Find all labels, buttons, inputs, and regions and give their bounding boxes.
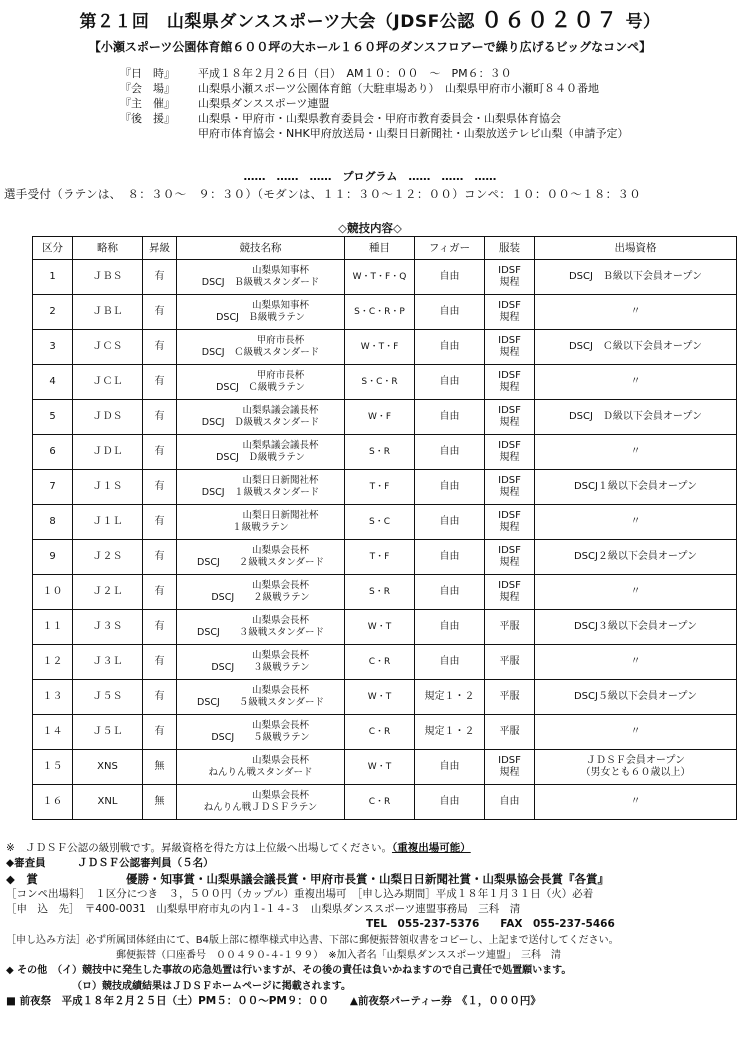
col-header-qualification: 出場資格: [535, 237, 737, 260]
promotion-cell: 有: [143, 715, 177, 750]
event-class-name: ねんりん戦スタンダード: [208, 767, 313, 778]
col-header-division: 区分: [33, 237, 73, 260]
event-class-name: DSCJ Ｄ級戦スタンダード: [201, 417, 320, 428]
table-row: [33, 715, 737, 750]
promotion-cell: 有: [143, 400, 177, 435]
dances-cell: S・R: [345, 575, 415, 610]
event-name-cell: [177, 575, 345, 610]
table-row: [33, 435, 737, 470]
table-row: [33, 610, 737, 645]
division-cell: １０: [33, 575, 73, 610]
certification-number: ０６０２０７: [481, 8, 620, 32]
figure-cell: 自由: [415, 645, 485, 680]
division-cell: 5: [33, 400, 73, 435]
division-cell: 6: [33, 435, 73, 470]
dress-cell: 自由: [485, 785, 535, 820]
event-cup-name: 山梨県会長杯: [251, 580, 309, 591]
dances-cell: S・R: [345, 435, 415, 470]
dress-cell: IDSF 規程: [485, 330, 535, 365]
division-cell: １２: [33, 645, 73, 680]
col-header-figure: フィガー: [415, 237, 485, 260]
code-cell: XNL: [73, 785, 143, 820]
table-row: [33, 680, 737, 715]
code-cell: ＪＢＳ: [73, 260, 143, 295]
dances-cell: S・C・R: [345, 365, 415, 400]
code-cell: XNS: [73, 750, 143, 785]
event-name-cell: [177, 645, 345, 680]
qualification-cell: 〃: [535, 785, 737, 820]
page-subtitle: 【小瀬スポーツ公園体育館６００坪の大ホール１６０坪のダンスフロアーで繰り広げるビッグなコンペ】: [88, 40, 652, 54]
promotion-cell: 有: [143, 505, 177, 540]
event-cup-name: 山梨県会長杯: [251, 755, 309, 766]
event-class-name: DSCJ ２級戦ラテン: [211, 592, 310, 603]
event-cup-name: 山梨県会長杯: [251, 650, 309, 661]
event-cup-name: 山梨県知事杯: [251, 265, 309, 276]
dances-cell: W・T: [345, 610, 415, 645]
table-row: [33, 470, 737, 505]
event-name-cell: [177, 540, 345, 575]
figure-cell: 自由: [415, 295, 485, 330]
dress-cell: IDSF 規程: [485, 540, 535, 575]
other-line-2: （ロ）競技成績結果はＪＤＳＦホームページに掲載されます。: [72, 980, 351, 992]
qualification-cell: DSCJ Ｂ級以下会員オープン: [535, 260, 737, 295]
code-cell: ＪＣＬ: [73, 365, 143, 400]
award-label: ◆ 賞: [6, 871, 38, 886]
code-cell: Ｊ２Ｌ: [73, 575, 143, 610]
qualification-cell: ＪＤＳＦ会員オープン （男女とも６０歳以上）: [535, 750, 737, 785]
division-cell: １３: [33, 680, 73, 715]
figure-cell: 自由: [415, 575, 485, 610]
code-cell: ＪＣＳ: [73, 330, 143, 365]
other-line-1: ◆ その他 （イ）競技中に発生した事故の応急処置は行いますが、その後の責任は負いかねますので自己責任で処置願います。: [6, 965, 572, 977]
promotion-cell: 無: [143, 750, 177, 785]
figure-cell: 自由: [415, 260, 485, 295]
division-cell: １４: [33, 715, 73, 750]
program-heading: …… …… …… プログラム …… …… ……: [243, 170, 497, 183]
event-info: [120, 66, 629, 141]
event-cup-name: 山梨県会長杯: [251, 545, 309, 556]
event-name-cell: [177, 400, 345, 435]
dress-cell: 平服: [485, 715, 535, 750]
sponsor-value-2: 甲府市体育協会・NHK甲府放送局・山梨日日新聞社・山梨放送テレビ山梨（申請予定）: [198, 127, 629, 140]
competition-table: [32, 236, 737, 820]
table-row: [33, 575, 737, 610]
code-cell: Ｊ５Ｓ: [73, 680, 143, 715]
dances-cell: C・R: [345, 645, 415, 680]
date-row: [120, 66, 629, 81]
dress-cell: IDSF 規程: [485, 750, 535, 785]
dances-cell: C・R: [345, 715, 415, 750]
table-row: [33, 365, 737, 400]
division-cell: 3: [33, 330, 73, 365]
event-name-cell: [177, 715, 345, 750]
table-header-row: [33, 237, 737, 260]
dress-cell: IDSF 規程: [485, 435, 535, 470]
event-name-cell: [177, 365, 345, 400]
title-prefix: 第２１回 山梨県ダンススポーツ大会（JDSF公認: [79, 12, 475, 32]
qualification-cell: 〃: [535, 575, 737, 610]
table-row: [33, 540, 737, 575]
figure-cell: 規定１・２: [415, 680, 485, 715]
figure-cell: 自由: [415, 400, 485, 435]
event-name-cell: [177, 785, 345, 820]
table-row: [33, 645, 737, 680]
table-row: [33, 785, 737, 820]
qualification-cell: DSCJ５級以下会員オープン: [535, 680, 737, 715]
event-class-name: DSCJ ２級戦スタンダード: [197, 557, 324, 568]
promotion-cell: 有: [143, 295, 177, 330]
qualification-cell: 〃: [535, 435, 737, 470]
notes-section: [6, 841, 736, 1009]
event-name-cell: [177, 610, 345, 645]
col-header-code: 略称: [73, 237, 143, 260]
dances-cell: W・T: [345, 680, 415, 715]
table-row: [33, 505, 737, 540]
event-cup-name: 山梨県議会議長杯: [242, 440, 319, 451]
dress-cell: 平服: [485, 645, 535, 680]
division-cell: 1: [33, 260, 73, 295]
event-name-cell: [177, 330, 345, 365]
event-cup-name: 山梨日日新聞社杯: [242, 510, 319, 521]
promotion-cell: 有: [143, 610, 177, 645]
qualification-cell: DSCJ Ｄ級以下会員オープン: [535, 400, 737, 435]
division-cell: １６: [33, 785, 73, 820]
event-class-name: DSCJ １級戦スタンダード: [201, 487, 320, 498]
event-cup-name: 山梨県会長杯: [251, 790, 309, 801]
dress-cell: IDSF 規程: [485, 470, 535, 505]
page-title: [0, 4, 740, 34]
code-cell: Ｊ５Ｌ: [73, 715, 143, 750]
dances-cell: W・T・F・Q: [345, 260, 415, 295]
event-cup-name: 山梨県知事杯: [251, 300, 309, 311]
competition-table-heading: ◇競技内容◇: [338, 221, 402, 235]
award-line: [6, 872, 736, 887]
host-row: [120, 96, 629, 111]
division-cell: １５: [33, 750, 73, 785]
code-cell: ＪＤＳ: [73, 400, 143, 435]
note-duplicate-ok: （重複出場可能）: [391, 842, 471, 854]
code-cell: Ｊ３Ｓ: [73, 610, 143, 645]
event-name-cell: [177, 295, 345, 330]
qualification-cell: DSCJ２級以下会員オープン: [535, 540, 737, 575]
qualification-cell: 〃: [535, 295, 737, 330]
figure-cell: 自由: [415, 330, 485, 365]
promotion-cell: 有: [143, 260, 177, 295]
event-class-name: DSCJ ３級戦スタンダード: [197, 627, 324, 638]
qualification-cell: DSCJ Ｃ級以下会員オープン: [535, 330, 737, 365]
division-cell: １１: [33, 610, 73, 645]
dances-cell: C・R: [345, 785, 415, 820]
figure-cell: 自由: [415, 505, 485, 540]
dress-cell: 平服: [485, 680, 535, 715]
event-cup-name: 山梨県会長杯: [251, 720, 309, 731]
dances-cell: T・F: [345, 470, 415, 505]
code-cell: Ｊ１Ｌ: [73, 505, 143, 540]
dances-cell: S・C: [345, 505, 415, 540]
title-suffix: 号）: [625, 12, 661, 32]
code-cell: ＪＤＬ: [73, 435, 143, 470]
event-cup-name: 山梨県会長杯: [251, 685, 309, 696]
figure-cell: 自由: [415, 540, 485, 575]
event-name-cell: [177, 435, 345, 470]
dress-cell: 平服: [485, 610, 535, 645]
sponsor-row: [120, 111, 629, 126]
figure-cell: 自由: [415, 435, 485, 470]
promotion-cell: 有: [143, 645, 177, 680]
event-class-name: DSCJ Ｃ級戦ラテン: [216, 382, 305, 393]
division-cell: 9: [33, 540, 73, 575]
award-value: 優勝・知事賞・山梨県議会議長賞・甲府市長賞・山梨日日新聞社賞・山梨県協会長賞『各賞』: [126, 871, 609, 886]
table-row: [33, 260, 737, 295]
code-cell: Ｊ１Ｓ: [73, 470, 143, 505]
contact-line: TEL 055-237-5376 FAX 055-237-5466: [366, 918, 615, 931]
dances-cell: W・T・F: [345, 330, 415, 365]
competition-table-body: [33, 260, 737, 820]
eve-party-line: ■ 前夜祭 平成１８年２月２５日（土）PM５：００～PM９：００ ▲前夜祭パーティー券 《１，０００円》: [6, 994, 541, 1007]
method-line: ［申し込み方法］必ず所属団体経由にて、B4版上部に標準様式申込書、下部に郵便振替領収書をコピーし、上記まで送付してください。: [6, 934, 619, 946]
qualification-cell: 〃: [535, 645, 737, 680]
dress-cell: IDSF 規程: [485, 575, 535, 610]
apply-line: ［申 込 先］ 〒400-0031 山梨県甲府市丸の内１-１４-３ 山梨県ダンススポーツ連盟事務局 三科 清: [6, 903, 521, 916]
event-class-name: １級戦ラテン: [232, 522, 289, 533]
event-name-cell: [177, 470, 345, 505]
dress-cell: IDSF 規程: [485, 400, 535, 435]
date-label: 『日 時』: [120, 67, 175, 80]
event-name-cell: [177, 260, 345, 295]
figure-cell: 自由: [415, 750, 485, 785]
promotion-cell: 有: [143, 540, 177, 575]
host-label: 『主 催』: [120, 97, 175, 110]
promotion-cell: 有: [143, 470, 177, 505]
col-header-dress: 服装: [485, 237, 535, 260]
qualification-cell: 〃: [535, 505, 737, 540]
dress-cell: IDSF 規程: [485, 260, 535, 295]
division-cell: 4: [33, 365, 73, 400]
dances-cell: T・F: [345, 540, 415, 575]
sponsor-label: 『後 援』: [120, 112, 175, 125]
table-row: [33, 400, 737, 435]
venue-value: 山梨県小瀬スポーツ公園体育館（大駐車場あり） 山梨県甲府市小瀬町８４０番地: [198, 82, 600, 95]
event-cup-name: 甲府市長杯: [256, 370, 305, 381]
promotion-cell: 無: [143, 785, 177, 820]
event-name-cell: [177, 680, 345, 715]
col-header-promotion: 昇級: [143, 237, 177, 260]
table-row: [33, 750, 737, 785]
code-cell: ＪＢＬ: [73, 295, 143, 330]
venue-label: 『会 場』: [120, 82, 175, 95]
dances-cell: W・T: [345, 750, 415, 785]
sponsor-value-1: 山梨県・甲府市・山梨県教育委員会・甲府市教育委員会・山梨県体育協会: [198, 112, 561, 125]
promotion-cell: 有: [143, 575, 177, 610]
date-value: 平成１８年２月２６日（日） AM１０：００ ～ PM６：３０: [198, 67, 512, 80]
event-name-cell: [177, 505, 345, 540]
event-cup-name: 甲府市長杯: [256, 335, 305, 346]
code-cell: Ｊ３Ｌ: [73, 645, 143, 680]
fee-line: ［コンペ出場料］ １区分につき ３，５００円（カップル）重複出場可 ［申し込み期間］平成１８年１月３１日（火）必着: [6, 887, 594, 900]
event-class-name: DSCJ ３級戦ラテン: [211, 662, 310, 673]
event-name-cell: [177, 750, 345, 785]
event-cup-name: 山梨県会長杯: [251, 615, 309, 626]
qualification-cell: 〃: [535, 715, 737, 750]
table-row: [33, 295, 737, 330]
host-value: 山梨県ダンススポーツ連盟: [198, 97, 330, 110]
event-class-name: DSCJ Ｃ級戦スタンダード: [201, 347, 320, 358]
col-header-event-name: 競技名称: [177, 237, 345, 260]
table-row: [33, 330, 737, 365]
event-cup-name: 山梨日日新聞社杯: [242, 475, 319, 486]
figure-cell: 自由: [415, 365, 485, 400]
col-header-dances: 種目: [345, 237, 415, 260]
code-cell: Ｊ２Ｓ: [73, 540, 143, 575]
dress-cell: IDSF 規程: [485, 505, 535, 540]
division-cell: 2: [33, 295, 73, 330]
division-cell: 8: [33, 505, 73, 540]
transfer-line: 郵便振替（口座番号 ００４９０-４-１９９） ※加入者名「山梨県ダンススポーツ連盟」 三科 清: [116, 950, 561, 962]
event-class-name: DSCJ ５級戦スタンダード: [197, 697, 324, 708]
qualification-cell: DSCJ１級以下会員オープン: [535, 470, 737, 505]
event-class-name: DSCJ Ｄ級戦ラテン: [216, 452, 305, 463]
dances-cell: W・F: [345, 400, 415, 435]
event-cup-name: 山梨県議会議長杯: [242, 405, 319, 416]
dress-cell: IDSF 規程: [485, 365, 535, 400]
qualification-cell: DSCJ３級以下会員オープン: [535, 610, 737, 645]
event-class-name: DSCJ ５級戦ラテン: [211, 732, 310, 743]
dress-cell: IDSF 規程: [485, 295, 535, 330]
qualification-cell: 〃: [535, 365, 737, 400]
figure-cell: 自由: [415, 785, 485, 820]
division-cell: 7: [33, 470, 73, 505]
dances-cell: S・C・R・P: [345, 295, 415, 330]
promotion-cell: 有: [143, 365, 177, 400]
note-grade-rule-text: ※ ＪＤＳＦ公認の級別戦です。昇級資格を得た方は上位級へ出場してください。: [6, 842, 392, 854]
program-schedule: 選手受付（ラテンは、 ８：３０～ ９：３０）（モダンは、１１：３０～１２：００）コンペ：１０：００～１８：３０: [4, 187, 642, 201]
judges-line: ◆審査員 ＪＤＳＦ公認審判員（５名）: [6, 857, 214, 870]
promotion-cell: 有: [143, 680, 177, 715]
venue-row: [120, 81, 629, 96]
figure-cell: 規定１・２: [415, 715, 485, 750]
event-class-name: DSCJ Ｂ級戦スタンダード: [201, 277, 320, 288]
promotion-cell: 有: [143, 435, 177, 470]
promotion-cell: 有: [143, 330, 177, 365]
figure-cell: 自由: [415, 470, 485, 505]
note-grade-rule: [6, 841, 736, 856]
event-class-name: DSCJ Ｂ級戦ラテン: [216, 312, 305, 323]
figure-cell: 自由: [415, 610, 485, 645]
event-class-name: ねんりん戦ＪＤＳＦラテン: [203, 802, 318, 813]
